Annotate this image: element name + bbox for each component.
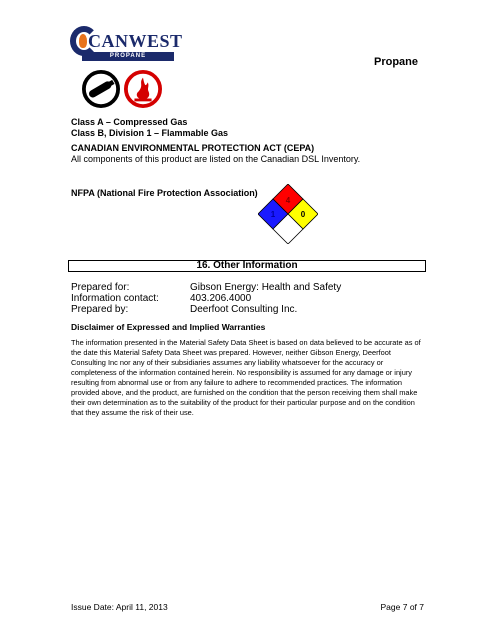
company-logo	[70, 26, 195, 68]
product-name: Propane	[373, 56, 418, 68]
prepared-by-label: Prepared by:	[71, 304, 129, 315]
classification-line-2: Class B, Division 1 – Flammable Gas	[71, 128, 229, 138]
nfpa-flammability-value: 4	[285, 196, 291, 205]
flame-icon	[79, 34, 87, 48]
disclaimer-text: The information presented in the Material Safety Data Sheet is based on data believed to be accurate as of the date this Material Safety Data Sheet was prepared. However, neither Gibson Energy, Deerfoot Consulting Inc nor any of their subsidiaries assumes any liability whatsoever for the accuracy or completeness of the information contained herein. No responsibility is assumed for any damage or injury resulting from abnormal use or from any failure to adhere to recommended practices. The information provided above, and the product, are furnished on the condition that the person receiving them shall make their own determination as to the suitability of the product for their particular purpose and on the condition that they assume the risk of their use.	[71, 338, 421, 417]
nfpa-health-value: 1	[270, 210, 276, 219]
prepared-for-value: Gibson Energy: Health and Safety	[190, 282, 342, 293]
issue-date: Issue Date: April 11, 2013	[71, 602, 168, 612]
page-number: Page 7 of 7	[380, 602, 424, 612]
logo-brand: CANWEST	[88, 31, 183, 51]
classification-line-1: Class A – Compressed Gas	[71, 117, 188, 127]
flammable-icon	[124, 70, 162, 108]
prepared-for-label: Prepared for:	[71, 282, 130, 293]
cepa-text: All components of this product are listed on the Canadian DSL Inventory.	[71, 154, 361, 164]
prepared-by-value: Deerfoot Consulting Inc.	[190, 304, 298, 315]
nfpa-diamond	[258, 184, 318, 244]
section-title: 16. Other Information	[196, 260, 298, 271]
information-contact-label: Information contact:	[71, 293, 159, 304]
cepa-title: CANADIAN ENVIRONMENTAL PROTECTION ACT (CEPA)	[71, 143, 315, 153]
compressed-gas-icon	[82, 70, 120, 108]
logo-tagline: PROPANE	[82, 52, 174, 61]
nfpa-title: NFPA (National Fire Protection Association)	[71, 188, 258, 198]
information-contact-value: 403.206.4000	[190, 293, 252, 304]
disclaimer-title: Disclaimer of Expressed and Implied Warranties	[71, 322, 266, 332]
nfpa-reactivity-value: 0	[300, 210, 306, 219]
